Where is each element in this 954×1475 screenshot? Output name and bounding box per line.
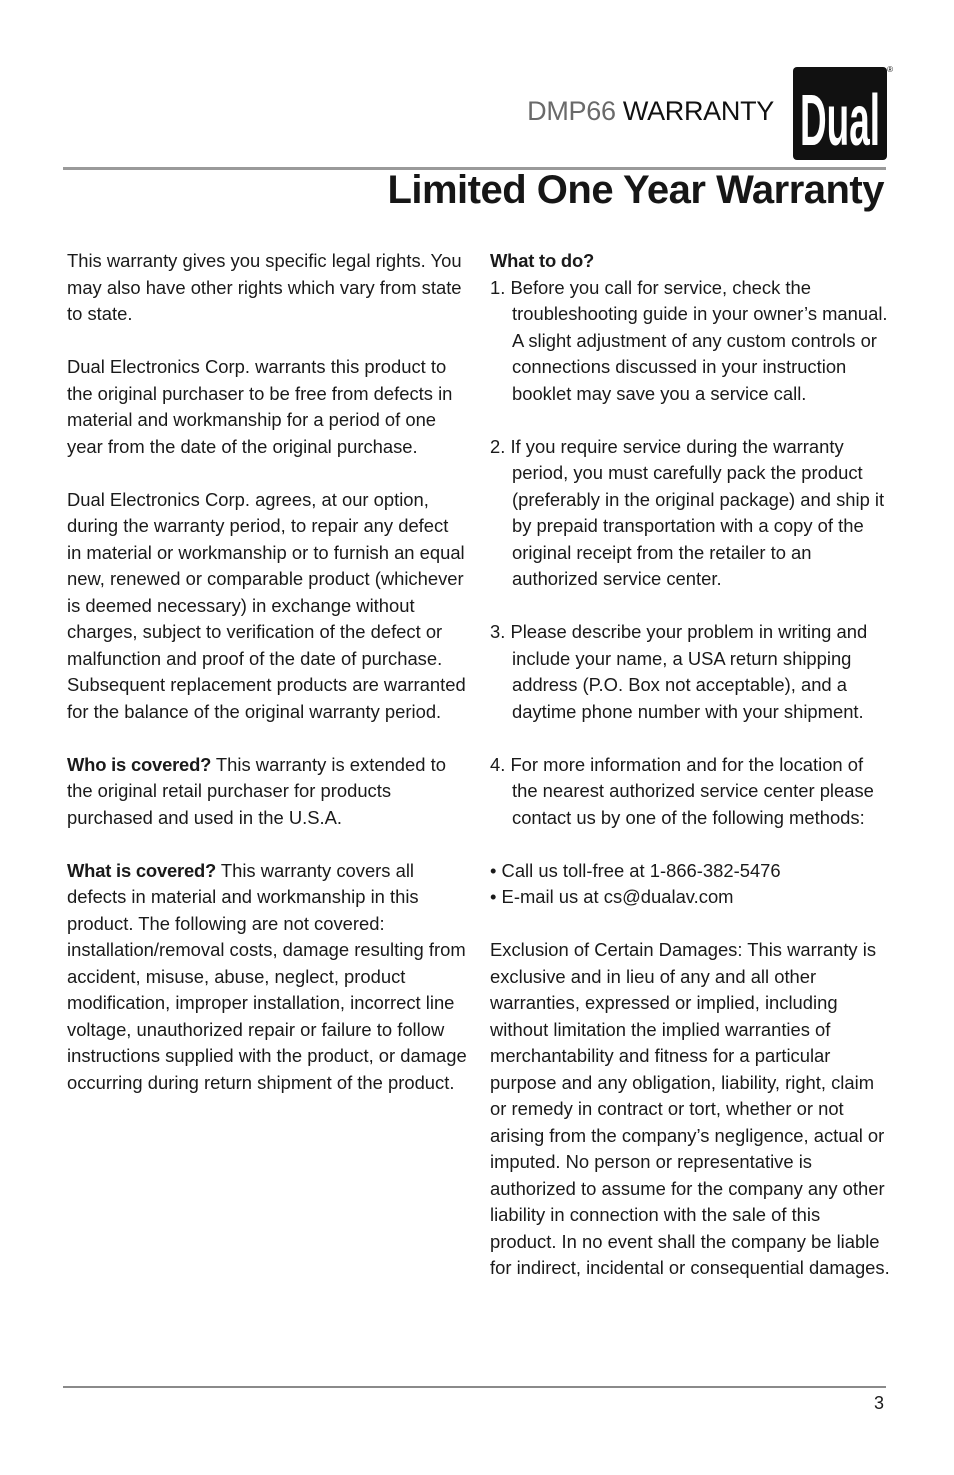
option-paragraph: Dual Electronics Corp. agrees, at our option, during the warranty period, to repair any defect in material or workmanship or to furnish an equal new, renewed or comparable product (whichever is deemed necessary) in exchange without charges, subject to verification of the defect or malfunction and proof of the date of purchase. Subsequent replacement products are warranted for the balance of the original warranty period. xyxy=(67,488,466,722)
who-covered-heading: Who is covered? xyxy=(67,753,212,775)
step-2: 2. If you require service during the warranty period, you must carefully pack the product (preferably in the original package) and ship it by prepaid transportation with a copy of the original receipt from the retailer to an authorized service center. xyxy=(490,435,885,589)
what-covered-paragraph xyxy=(67,858,467,1097)
rights-paragraph: This warranty gives you specific legal rights. You may also have other rights which vary from state to state. xyxy=(67,250,462,324)
bottom-divider xyxy=(63,1386,886,1388)
header-warranty-word: WARRANTY xyxy=(622,96,774,126)
registered-mark: ® xyxy=(887,65,893,74)
warranty-paragraph: Dual Electronics Corp. warrants this product to the original purchaser to be free from defects in material and workmanship for a period of one year from the date of the original purchase. xyxy=(67,356,453,457)
step-4: 4. For more information and for the location of the nearest authorized service center please contact us by one of the following methods: xyxy=(490,753,874,828)
what-covered-text: This warranty covers all defects in material and workmanship in this product. The following are not covered: installation/removal costs, damage resulting from accident, misuse, abuse, neglect, product modification, improper installation, incorrect line voltage, unauthorized repair or failure to follow instructions supplied with the product, or damage occurring during return shipment of the product. xyxy=(67,859,467,1093)
header-title xyxy=(527,96,774,127)
logo-text: Dual xyxy=(800,81,880,161)
who-covered-text: This warranty is extended to the original retail purchaser for products purchased and used in the U.S.A. xyxy=(67,753,446,828)
step-3: 3. Please describe your problem in writing and include your name, a USA return shipping address (P.O. Box not acceptable), and a daytime phone number with your shipment. xyxy=(490,621,868,722)
exclusion-paragraph: Exclusion of Certain Damages: This warranty is exclusive and in lieu of any and all other warranties, expressed or implied, including without limitation the implied warranties of merchantability and fitness for a particular purpose and any obligation, liability, right, claim or remedy in contract or tort, whether or not arising from the company’s negligence, actual or imputed. No person or representative is authorized to assume for the company any other liability in connection with the sale of this product. In no event shall the company be liable for indirect, incidental or consequential damages. xyxy=(490,939,890,1278)
what-to-do-heading: What to do? xyxy=(490,250,595,271)
header-model: DMP66 xyxy=(527,96,616,126)
dual-logo xyxy=(793,65,893,161)
step-1: 1. Before you call for service, check the troubleshooting guide in your owner’s manual. A slight adjustment of any custom controls or connections discussed in your instruction booklet may save you a service call. xyxy=(490,276,888,404)
page-number: 3 xyxy=(873,1393,884,1413)
page-title: Limited One Year Warranty xyxy=(387,168,884,212)
contact-email: • E-mail us at cs@dualav.com xyxy=(490,886,734,907)
left-column xyxy=(67,248,467,1096)
dual-logo-mark xyxy=(793,67,887,160)
what-covered-heading: What is covered? xyxy=(67,859,217,881)
right-column xyxy=(490,248,890,1282)
who-covered-paragraph xyxy=(67,752,467,832)
contact-phone: • Call us toll-free at 1-866-382-5476 xyxy=(490,859,781,881)
